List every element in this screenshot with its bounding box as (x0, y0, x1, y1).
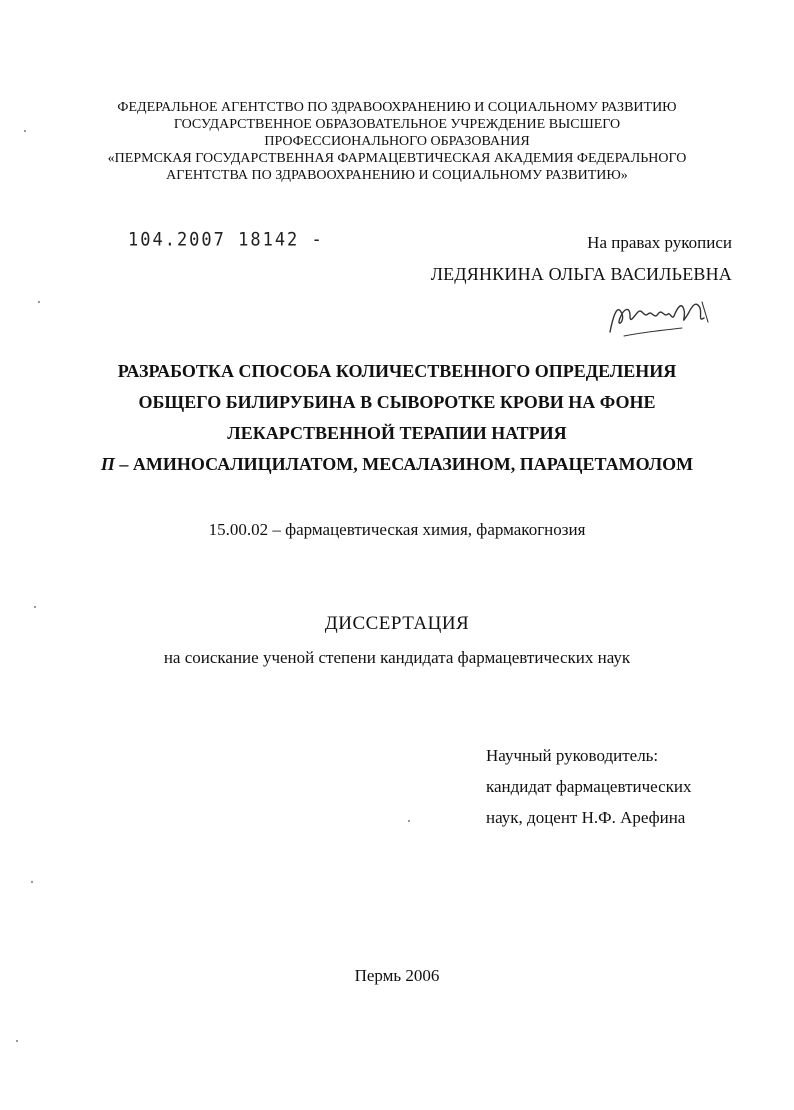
advisor-line: Научный руководитель: (486, 746, 659, 765)
scan-speck (16, 1040, 18, 1042)
scientific-advisor (486, 740, 692, 833)
header-line: «ПЕРМСКАЯ ГОСУДАРСТВЕННАЯ ФАРМАЦЕВТИЧЕСКАЯ АКАДЕМИЯ ФЕДЕРАЛЬНОГО (107, 151, 687, 166)
title-line: РАЗРАБОТКА СПОСОБА КОЛИЧЕСТВЕННОГО ОПРЕДЕЛЕНИЯ (117, 361, 677, 381)
specialty-code: 15.00.02 – фармацевтическая химия, фармакогнозия (208, 520, 586, 539)
handwritten-signature (604, 292, 714, 342)
header-line: ФЕДЕРАЛЬНОЕ АГЕНТСТВО ПО ЗДРАВООХРАНЕНИЮ И СОЦИАЛЬНОМУ РАЗВИТИЮ (117, 100, 677, 115)
title-line: ЛЕКАРСТВЕННОЙ ТЕРАПИИ НАТРИЯ (227, 423, 567, 443)
rights-note: На правах рукописи (587, 233, 732, 252)
advisor-line: наук, доцент Н.Ф. Арефина (486, 808, 686, 827)
dissertation-title (0, 356, 794, 480)
scan-speck (38, 301, 40, 303)
title-rest: – АМИНОСАЛИЦИЛАТОМ, МЕСАЛАЗИНОМ, ПАРАЦЕТАМОЛОМ (114, 454, 694, 474)
header-line: АГЕНТСТВА ПО ЗДРАВООХРАНЕНИЮ И СОЦИАЛЬНОМУ РАЗВИТИЮ» (166, 168, 628, 183)
scan-speck (24, 130, 26, 132)
document-type: ДИССЕРТАЦИЯ (324, 613, 470, 634)
header-line: ПРОФЕССИОНАЛЬНОГО ОБРАЗОВАНИЯ (264, 134, 530, 149)
header-line: ГОСУДАРСТВЕННОЕ ОБРАЗОВАТЕЛЬНОЕ УЧРЕЖДЕНИЕ ВЫСШЕГО (173, 117, 621, 132)
scan-speck (34, 606, 36, 608)
advisor-line: кандидат фармацевтических (486, 777, 692, 796)
degree-line: на соискание ученой степени кандидата фармацевтических наук (163, 648, 631, 667)
institution-header (0, 99, 794, 184)
scan-speck (31, 881, 33, 883)
author-name: ЛЕДЯНКИНА ОЛЬГА ВАСИЛЬЕВНА (430, 264, 732, 284)
registration-code: 104.2007 18142 - (128, 229, 324, 251)
city-year: Пермь 2006 (354, 966, 440, 985)
title-prefix: П (100, 454, 115, 474)
title-line: ОБЩЕГО БИЛИРУБИНА В СЫВОРОТКЕ КРОВИ НА ФОНЕ (138, 392, 656, 412)
title-line (0, 449, 794, 480)
scan-speck (408, 820, 410, 822)
